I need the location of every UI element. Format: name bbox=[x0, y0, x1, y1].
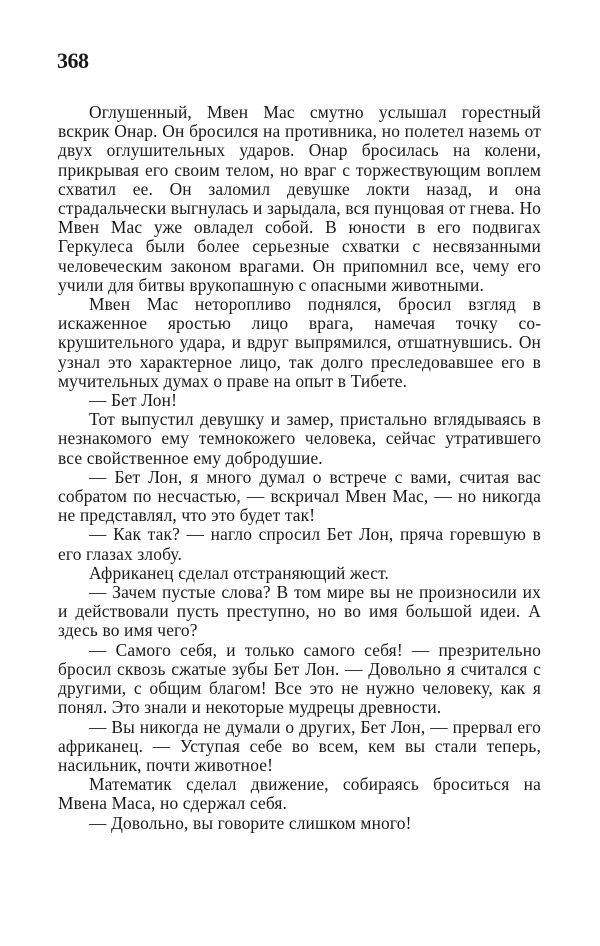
page-number: 368 bbox=[57, 48, 89, 73]
paragraph: — Бет Лон! bbox=[89, 390, 178, 411]
paragraph: — Зачем пустые слова? В том мире вы не произносили их и действовали пусть преступно, но во имя большой идеи. А здесь во имя чего? bbox=[58, 582, 541, 641]
paragraph: Африканец сделал отстраняющий жест. bbox=[89, 562, 390, 583]
paragraph: — Самого себя, и только самого себя! — презрительно бросил сквозь сжатые зубы Бет Лон. — Довольно я считался с другими, с общим благом! Все это не нужно человеку, как я понял. Это знали и некоторые мудрецы древности. bbox=[58, 639, 541, 718]
paragraph: Математик сделал движение, собираясь броситься на Мвена Маса, но сдержал себя. bbox=[58, 774, 541, 814]
paragraph: — Как так? — нагло спросил Бет Лон, пряча горевшую в его глазах злобу. bbox=[58, 524, 541, 564]
paragraph: — Бет Лон, я много думал о встрече с вами, считая вас собратом по несчастью, — вскричал Мвен Мас, — но никогда не представлял, что это будет так! bbox=[58, 466, 541, 526]
paragraph: Тот выпустил девушку и замер, пристально вглядываясь в незнакомого ему темнокожего человека, сейчас утратившего все свойственное ему добродушие. bbox=[58, 409, 541, 468]
paragraph: Мвен Мас неторопливо поднялся, бросил взгляд в искаженное яростью лицо врага, намечая точку сокрушительного удара, и вдруг выпрямился, отшатнувшись. Он узнал это характерное лицо, так долго преследовавшее его в мучительных думах о праве на опыт в Тибете. bbox=[58, 294, 541, 391]
paragraph: — Вы никогда не думали о других, Бет Лон, — прервал его африканец. — Уступая себе во всем, кем вы стали теперь, насильник, почти животное! bbox=[58, 716, 541, 775]
paragraph: Оглушенный, Мвен Мас смутно услышал горестный вскрик Онар. Он бросился на противника, но полетел наземь от двух оглушительных ударов. Онар бросилась на колени, прикрывая его своим телом, но враг с торжествующим воплем схватил ее. Он заломил девушке локти назад, и она страдальчески выгнулась и зарыдала, вся пунцовая от гнева. Но Мвен Мас уже овладел собой. В юности в его подвигах Геркулеса были более серьезные схватки с несвязанными человеческим законом врагами. Он припомнил все, чему его учили для битвы врукопашную с опасными животными. bbox=[58, 102, 541, 295]
page-body-text bbox=[58, 103, 541, 833]
paragraph: — Довольно, вы говорите слишком много! bbox=[89, 812, 412, 833]
